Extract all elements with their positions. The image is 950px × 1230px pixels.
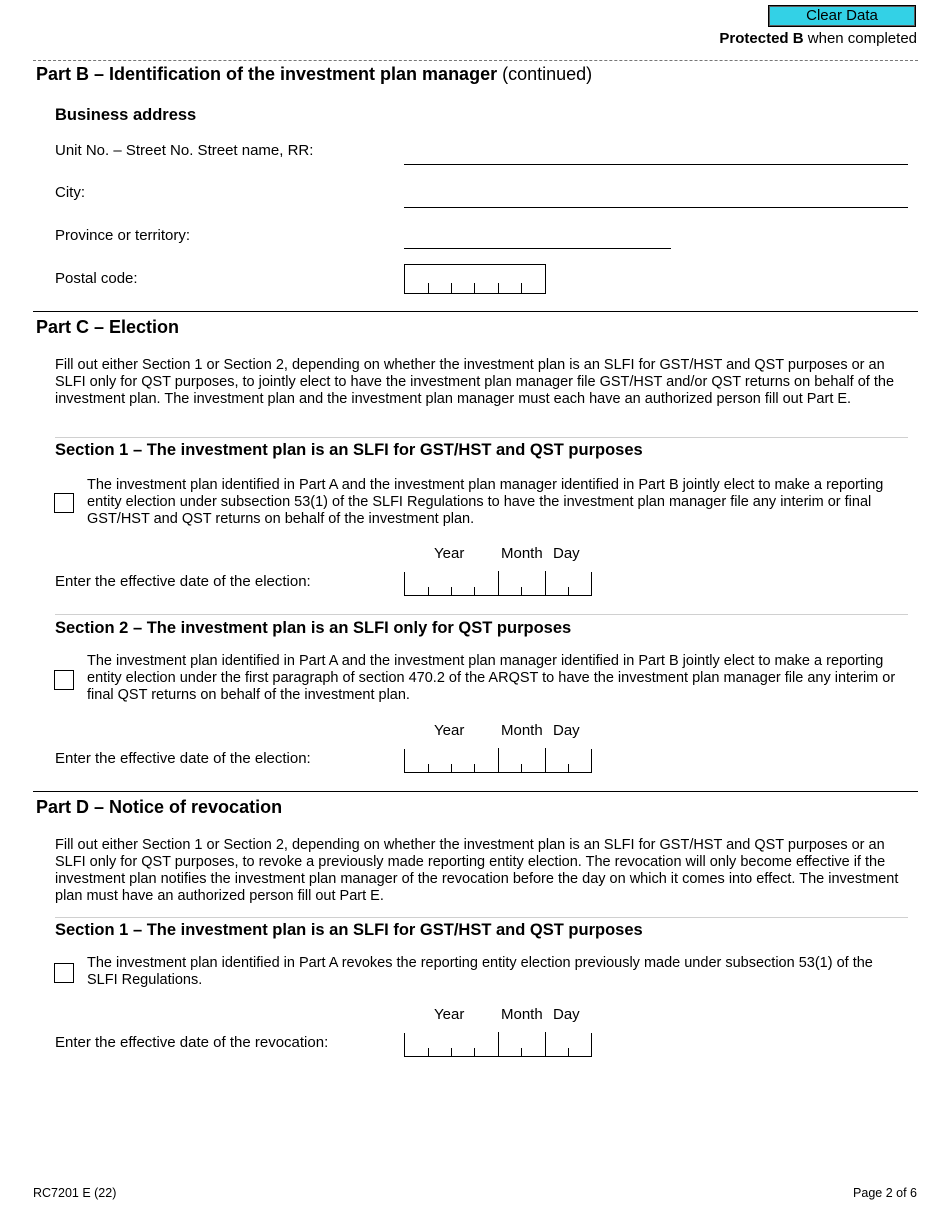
date-header-day-3: Day [553,1006,580,1023]
election-section1-checkbox[interactable] [54,493,74,513]
province-label: Province or territory: [55,227,191,244]
part-d-section1-text: The investment plan identified in Part A revokes the reporting entity election previously made under subsection 53(1) of the SLFI Regulations. [87,955,873,988]
city-label: City: [55,184,85,201]
date-header-year-2: Year [434,722,465,739]
protected-suffix: when completed [807,30,917,47]
part-b-title [36,64,592,85]
date-header-month-2: Month [501,722,543,739]
part-d-section1-divider [55,917,908,918]
date-header-day: Day [553,545,580,562]
part-c-section2-title: Section 2 – The investment plan is an SLFI only for QST purposes [55,619,572,637]
part-c-section2-date-label: Enter the effective date of the election: [55,750,311,767]
election-section2-checkbox[interactable] [54,670,74,690]
header-divider [33,60,918,61]
revocation-section1-date-input[interactable] [404,1033,592,1057]
date-header-month: Month [501,545,543,562]
postal-code-input[interactable] [404,264,546,294]
part-c-section1-divider [55,437,908,438]
form-identifier: RC7201 E (22) [33,1186,117,1200]
business-address-heading: Business address [55,106,197,124]
page-number: Page 2 of 6 [853,1186,917,1200]
revocation-section1-checkbox[interactable] [54,963,74,983]
protected-label: Protected B [719,30,804,47]
part-b-title-bold: Part B – Identification of the investment plan manager [36,64,498,84]
street-label: Unit No. – Street No. Street name, RR: [55,142,314,159]
part-c-intro: Fill out either Section 1 or Section 2, depending on whether the investment plan is an SLFI for GST/HST and QST purposes or an SLFI only for QST purposes, to jointly elect to have the investment plan manager file GST/HST and/or QST returns on behalf of the investment plan. The investment plan and the investment plan manager must each have an authorized person fill out Part E. [55,357,895,407]
part-d-section1-date-label: Enter the effective date of the revocation: [55,1034,329,1051]
province-input[interactable] [404,232,671,249]
part-d-title: Part D – Notice of revocation [36,797,283,817]
date-header-day-2: Day [553,722,580,739]
part-d-intro: Fill out either Section 1 or Section 2, depending on whether the investment plan is an SLFI for GST/HST and QST purposes or an SLFI only for QST purposes, to revoke a previously made reporting entity election. The revocation will only become effective if the investment plan notifies the investment plan manager of the revocation before the day on which it comes into effect. The investment plan must have an authorized person fill out Part E. [55,837,899,904]
date-header-year-3: Year [434,1006,465,1023]
part-c-section1-title: Section 1 – The investment plan is an SLFI for GST/HST and QST purposes [55,441,643,459]
street-input[interactable] [404,148,908,165]
part-c-divider [33,311,918,312]
part-b-title-continued: (continued) [502,64,593,84]
city-input[interactable] [404,191,908,208]
part-d-section1-title: Section 1 – The investment plan is an SLFI for GST/HST and QST purposes [55,921,643,939]
part-c-title: Part C – Election [36,317,180,337]
postal-code-label: Postal code: [55,270,138,287]
part-c-section2-text: The investment plan identified in Part A and the investment plan manager identified in Part B jointly elect to make a reporting entity election under the first paragraph of section 470.2 of the ARQST to have the investment plan manager file any interim or final QST returns on behalf of the investment plan. [87,653,896,703]
part-c-section1-date-label: Enter the effective date of the election: [55,573,311,590]
part-c-section1-text: The investment plan identified in Part A and the investment plan manager identified in Part B jointly elect to make a reporting entity election under subsection 53(1) of the SLFI Regulations to have the investment plan manager file any interim or final GST/HST and QST returns on behalf of the investment plan. [87,477,884,527]
date-header-year: Year [434,545,465,562]
election-section1-date-input[interactable] [404,572,592,596]
part-c-section2-divider [55,614,908,615]
election-section2-date-input[interactable] [404,749,592,773]
clear-data-button[interactable]: Clear Data [768,5,916,27]
protected-notice [719,30,917,47]
part-d-divider [33,791,918,792]
date-header-month-3: Month [501,1006,543,1023]
